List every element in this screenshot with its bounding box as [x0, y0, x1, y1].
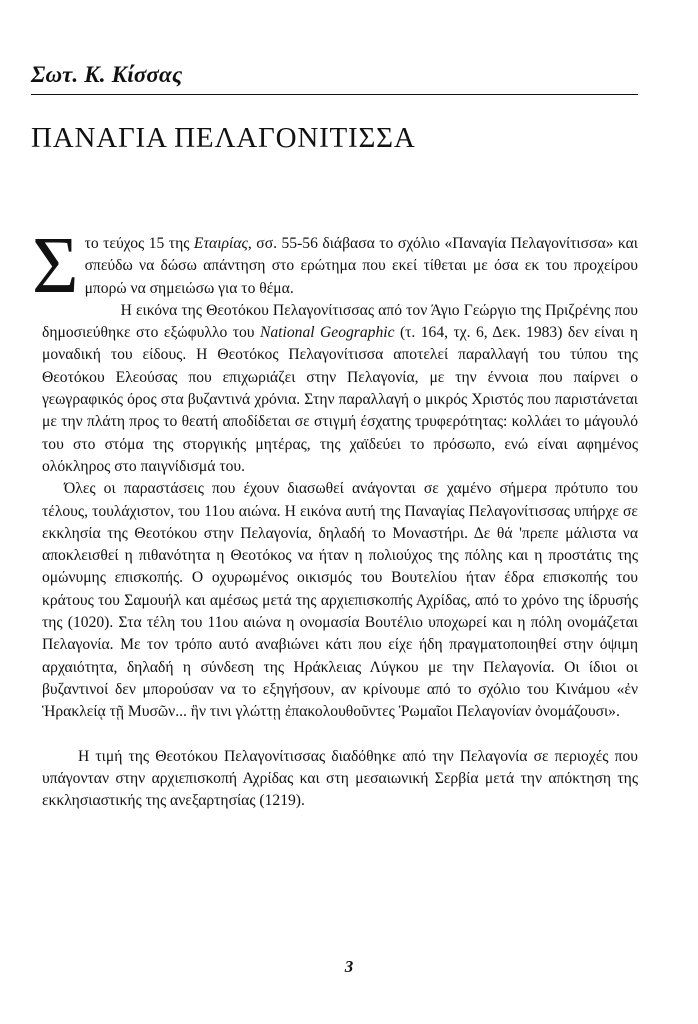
journal-name: Εταιρίας — [193, 235, 248, 252]
article-body — [32, 222, 638, 812]
author-name: Σωτ. Κ. Κίσσας — [31, 62, 183, 87]
paragraph-2-text-b: (τ. 164, τχ. 6, Δεκ. 1983) δεν είναι η μοναδική του είδους. Η Θεοτόκος Πελαγονίτισσα αποτελεί παραλλαγή του τύπου της Θεοτόκου Ελεούσας που επιχωριάζει στην Πελαγονία, με την έννοια που παίρνει ο γεωγραφικός όρος στα βυζαντινά χρόνια. Στην παραλλαγή ο μικρός Χριστός που παριστάνεται με την πλάτη προς το θεατή αποδίδεται σε στιγμή έσχατης τρυφερότητας: κολλάει το μάγουλό του στο στόμα της στοργικής μητέρας, της χαϊδεύει το πρόσωπο, ενώ είναι αφημένος ολόκληρος στο παιγνίδισμά του. — [42, 324, 638, 475]
paragraph-1-text-b: , σσ. 55-56 διάβασα το σχόλιο «Παναγία Πελαγονίτισσα» και σπεύδω να δώσω απάντηση στο ερώτημα που εκεί τίθεται με όσα εκ του προχείρου μπορώ να σημειώσω για το θέμα. — [84, 235, 638, 297]
magazine-name: National Geographic — [259, 324, 395, 342]
paragraph-2-text-a: Η εικόνα της Θεοτόκου Πελαγονίτισσας από τον Άγιο Γεώργιο της Πριζρένης που δημοσιεύθηκε στο εξώφυλλο του — [42, 301, 638, 342]
drop-cap: Σ — [32, 222, 79, 310]
page-number: 3 — [344, 957, 354, 976]
paragraph-1-text-a: το τεύχος 15 της — [84, 235, 194, 252]
paragraph-2 — [42, 300, 638, 478]
paragraph-4: Η τιμή της Θεοτόκου Πελαγονίτισσας διαδόθηκε από την Πελαγονία σε περιοχές που υπάγονταν στην αρχιεπισκοπή Αχρίδας και στη μεσαιωνική Σερβία μετά την απόκτηση της εκκλησιαστικής της ανεξαρτησίας (1219). — [42, 747, 638, 810]
paragraph-3: Όλες οι παραστάσεις που έχουν διασωθεί ανάγονται σε χαμένο σήμερα πρότυπο του τέλους, τουλάχιστον, του 11ου αιώνα. Η εικόνα αυτή της Παναγίας Πελαγονίτισσας υπήρχε σε εκκλησία της Θεοτόκου στην Πελαγονία, δηλαδή το Μοναστήρι. Δε θά 'πρεπε μάλιστα να αποκλεισθεί η πιθανότητα η Θεοτόκος να ήταν η πολιούχος της πόλης και η προστάτις της ομώνυμης επισκοπής. Ο οχυρωμένος οικισμός του Βουτελίου ήταν έδρα επισκοπής του κράτους του Σαμουήλ και αμέσως μετά της αρχιεπισκοπής Αχρίδας, από το χρόνο της ίδρυσής της (1020). Στα τέλη του 11ου αιώνα η ονομασία Βουτέλιο υποχωρεί και η πόλη ονομάζεται Πελαγονία. Με τον τρόπο αυτό αναβιώνει κάτι που είχε ήδη πραγματοποιηθεί στην όψιμη αρχαιότητα, δηλαδή η σύνδεση της Ηράκλειας Λύγκου με την Πελαγονία. Οι ίδιοι οι βυζαντινοί δεν μπορούσαν να το εξηγήσουν, αν κρίνουμε από το σχόλιο του Κινάμου «ἐν Ἡρακλείᾳ τῇ Μυσῶν... ἣν τινι γλώττῃ ἐπακολουθοῦντες Ῥωμαῖοι Πελαγονίαν ὀνομάζουσι». — [42, 480, 638, 721]
article-title: ΠΑΝΑΓΙΑ ΠΕΛΑΓΟΝΙΤΙΣΣΑ — [31, 122, 416, 154]
header-rule — [31, 94, 638, 95]
paragraph-1 — [32, 222, 638, 310]
